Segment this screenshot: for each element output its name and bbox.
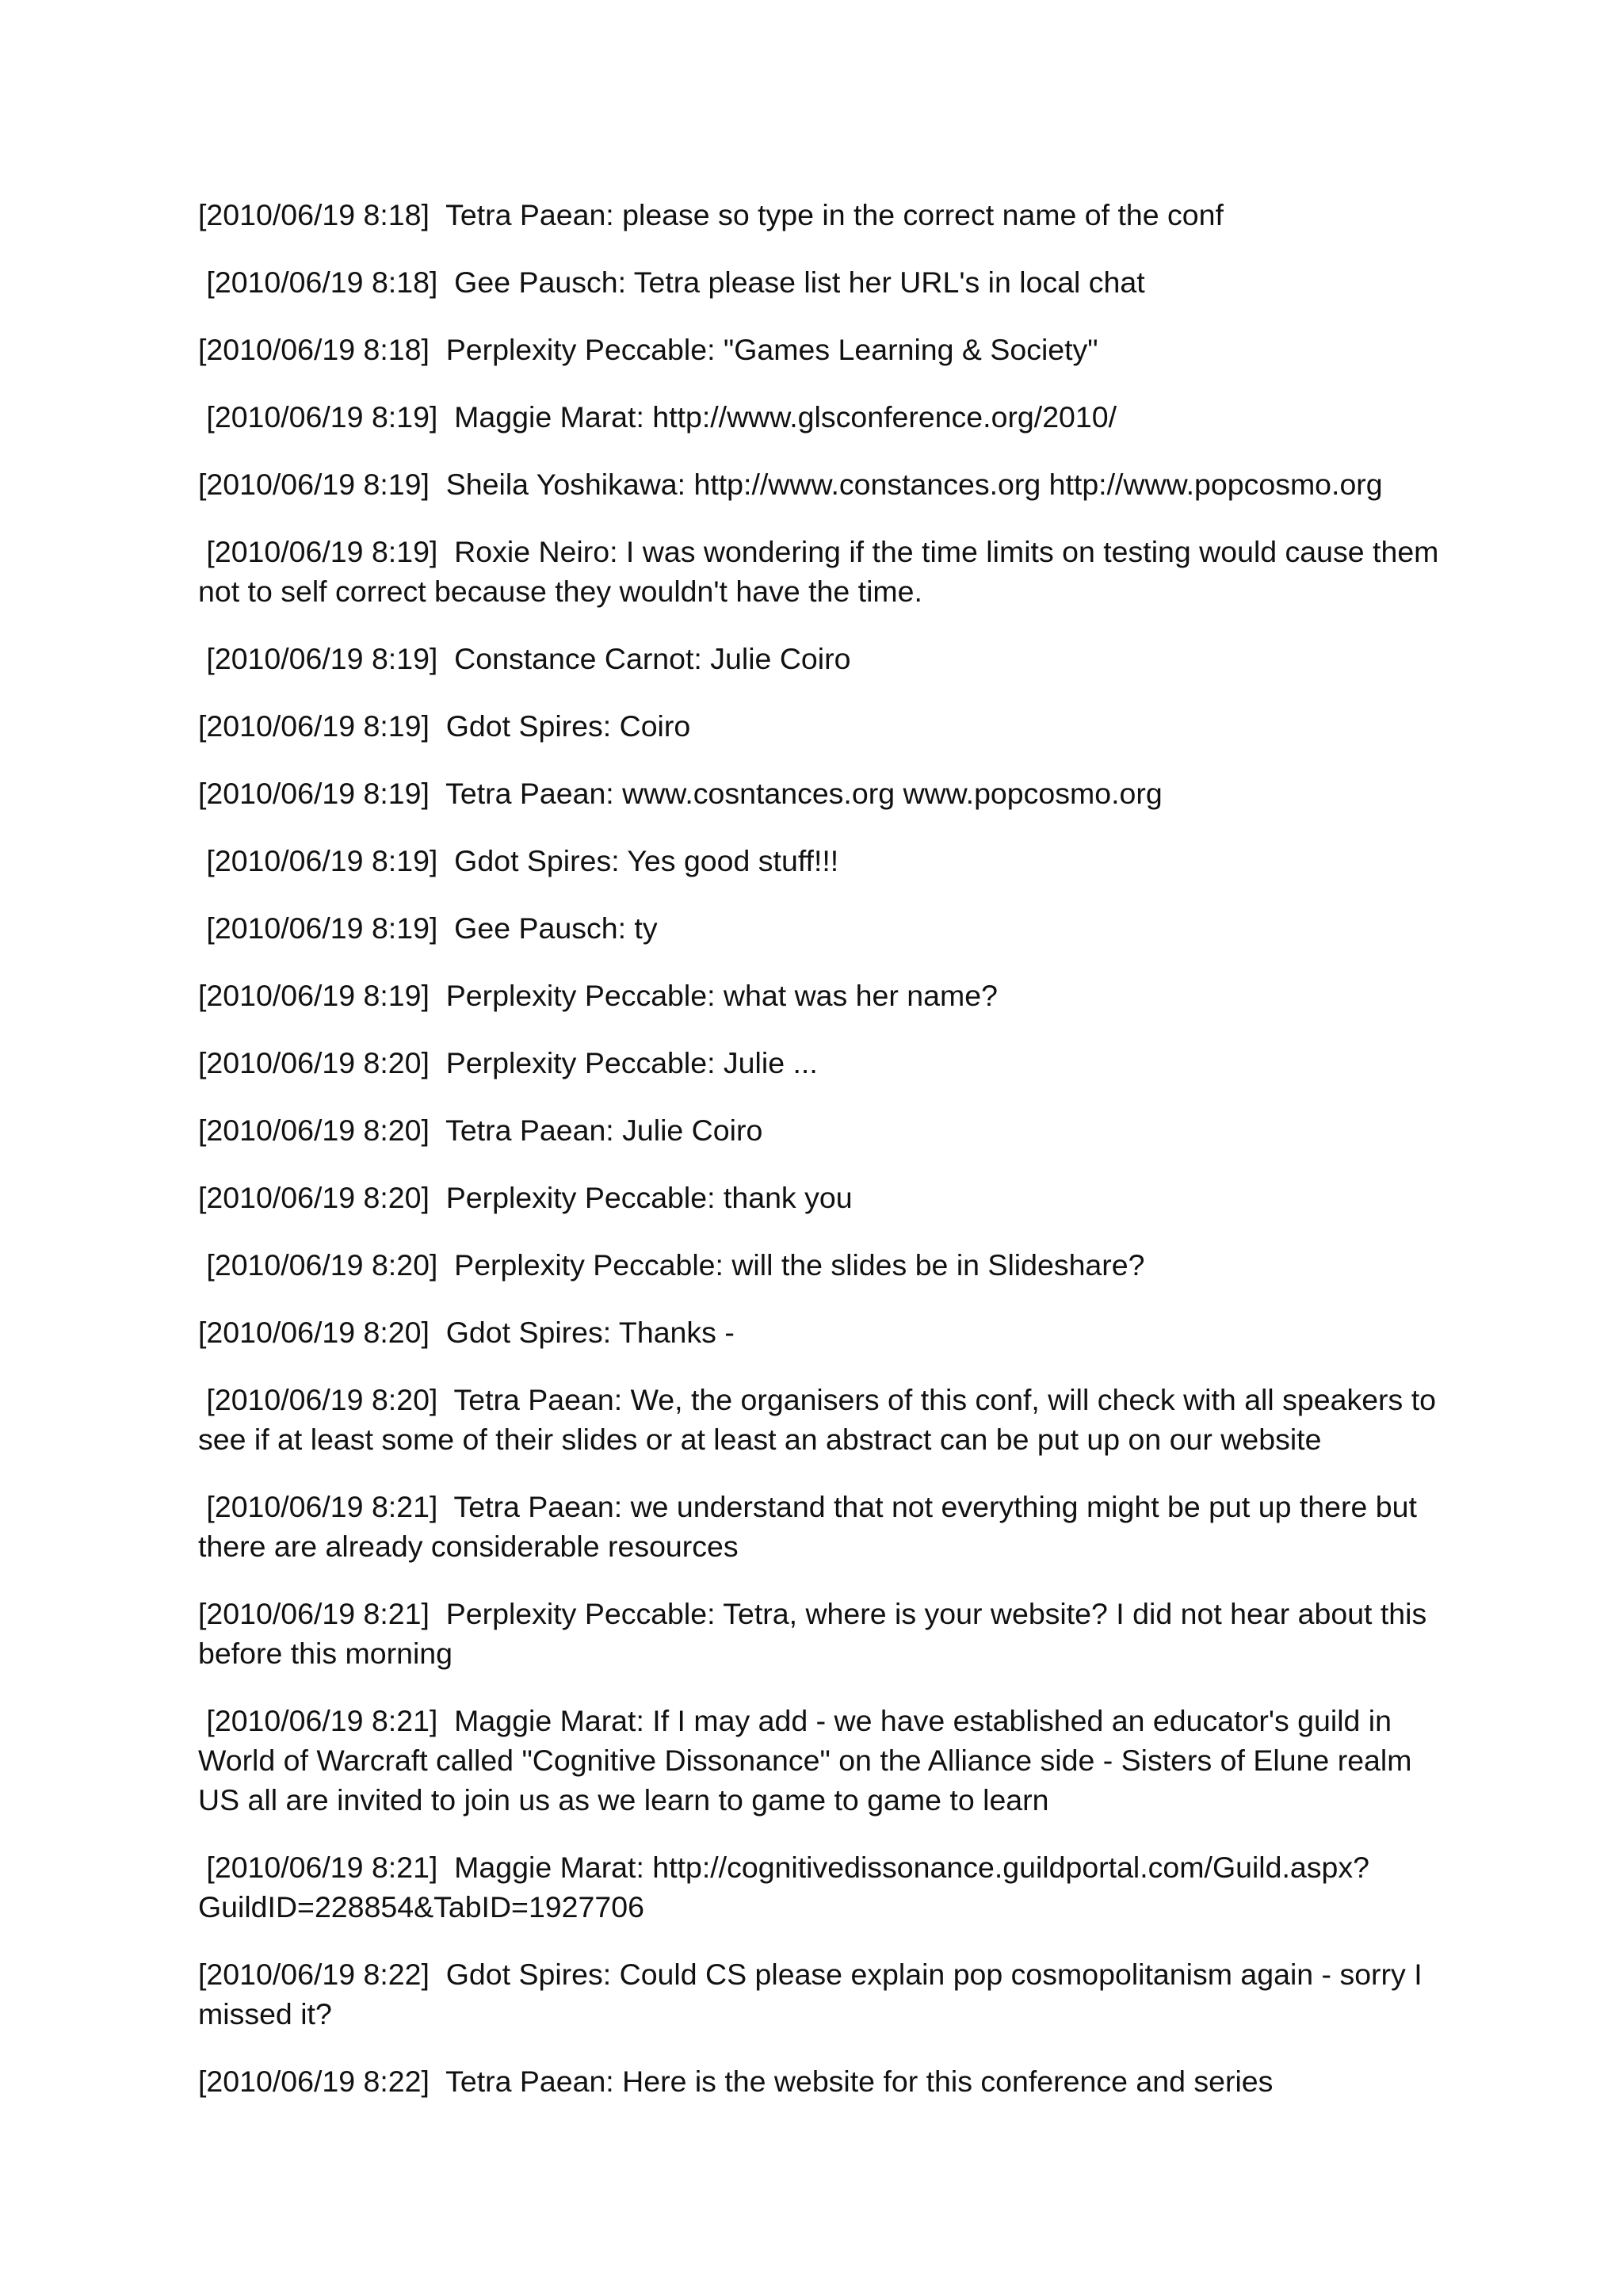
chat-entry: [2010/06/19 8:18] Perplexity Peccable: "Games Learning & Society" xyxy=(198,333,1098,366)
chat-entry: [2010/06/19 8:18] Tetra Paean: please so type in the correct name of the conf xyxy=(198,198,1224,231)
chat-entry: [2010/06/19 8:19] Tetra Paean: www.cosntances.org www.popcosmo.org xyxy=(198,777,1163,810)
chat-entry: [2010/06/19 8:22] Tetra Paean: Here is the website for this conference and series xyxy=(198,2065,1274,2098)
chat-entry: [2010/06/19 8:19] Constance Carnot: Julie Coiro xyxy=(198,642,851,675)
chat-entry: [2010/06/19 8:19] Perplexity Peccable: what was her name? xyxy=(198,979,998,1012)
chat-entry: [2010/06/19 8:21] Maggie Marat: If I may add - we have established an educator's guild in World of Warcraft called "Cognitive Dissonance" on the Alliance side - Sisters of Elune realm US all are invited to join us as we learn to game to game to learn xyxy=(198,1704,1420,1817)
chat-entry: [2010/06/19 8:20] Tetra Paean: We, the organisers of this conf, will check with all speakers to see if at least some of their slides or at least an abstract can be put up on our website xyxy=(198,1383,1445,1456)
chat-entry: [2010/06/19 8:19] Gee Pausch: ty xyxy=(198,911,658,945)
chat-entry: [2010/06/19 8:20] Perplexity Peccable: will the slides be in Slideshare? xyxy=(198,1248,1145,1282)
chat-log xyxy=(198,195,1447,2129)
chat-entry: [2010/06/19 8:20] Perplexity Peccable: thank you xyxy=(198,1181,853,1214)
chat-entry: [2010/06/19 8:20] Gdot Spires: Thanks - xyxy=(198,1316,735,1349)
chat-entry: [2010/06/19 8:21] Maggie Marat: http://cognitivedissonance.guildportal.com/Guild.aspx?GuildID=228854&TabID=1927706 xyxy=(198,1851,1369,1924)
chat-entry: [2010/06/19 8:21] Tetra Paean: we understand that not everything might be put up there but there are already considerable resources xyxy=(198,1490,1426,1563)
chat-entry: [2010/06/19 8:19] Roxie Neiro: I was wondering if the time limits on testing would cause them not to self correct because they wouldn't have the time. xyxy=(198,535,1447,608)
chat-entry: [2010/06/19 8:19] Sheila Yoshikawa: http://www.constances.org http://www.popcosmo.org xyxy=(198,468,1383,501)
chat-entry: [2010/06/19 8:20] Tetra Paean: Julie Coiro xyxy=(198,1114,763,1147)
chat-entry: [2010/06/19 8:21] Perplexity Peccable: Tetra, where is your website? I did not hear about this before this morning xyxy=(198,1597,1435,1670)
chat-entry: [2010/06/19 8:19] Maggie Marat: http://www.glsconference.org/2010/ xyxy=(198,400,1117,434)
chat-entry: [2010/06/19 8:19] Gdot Spires: Coiro xyxy=(198,709,691,743)
chat-entry: [2010/06/19 8:18] Gee Pausch: Tetra please list her URL's in local chat xyxy=(198,266,1145,299)
chat-entry: [2010/06/19 8:19] Gdot Spires: Yes good stuff!!! xyxy=(198,844,839,877)
chat-entry: [2010/06/19 8:20] Perplexity Peccable: Julie ... xyxy=(198,1046,818,1079)
chat-entry: [2010/06/19 8:22] Gdot Spires: Could CS please explain pop cosmopolitanism again - sorry I missed it? xyxy=(198,1958,1431,2030)
